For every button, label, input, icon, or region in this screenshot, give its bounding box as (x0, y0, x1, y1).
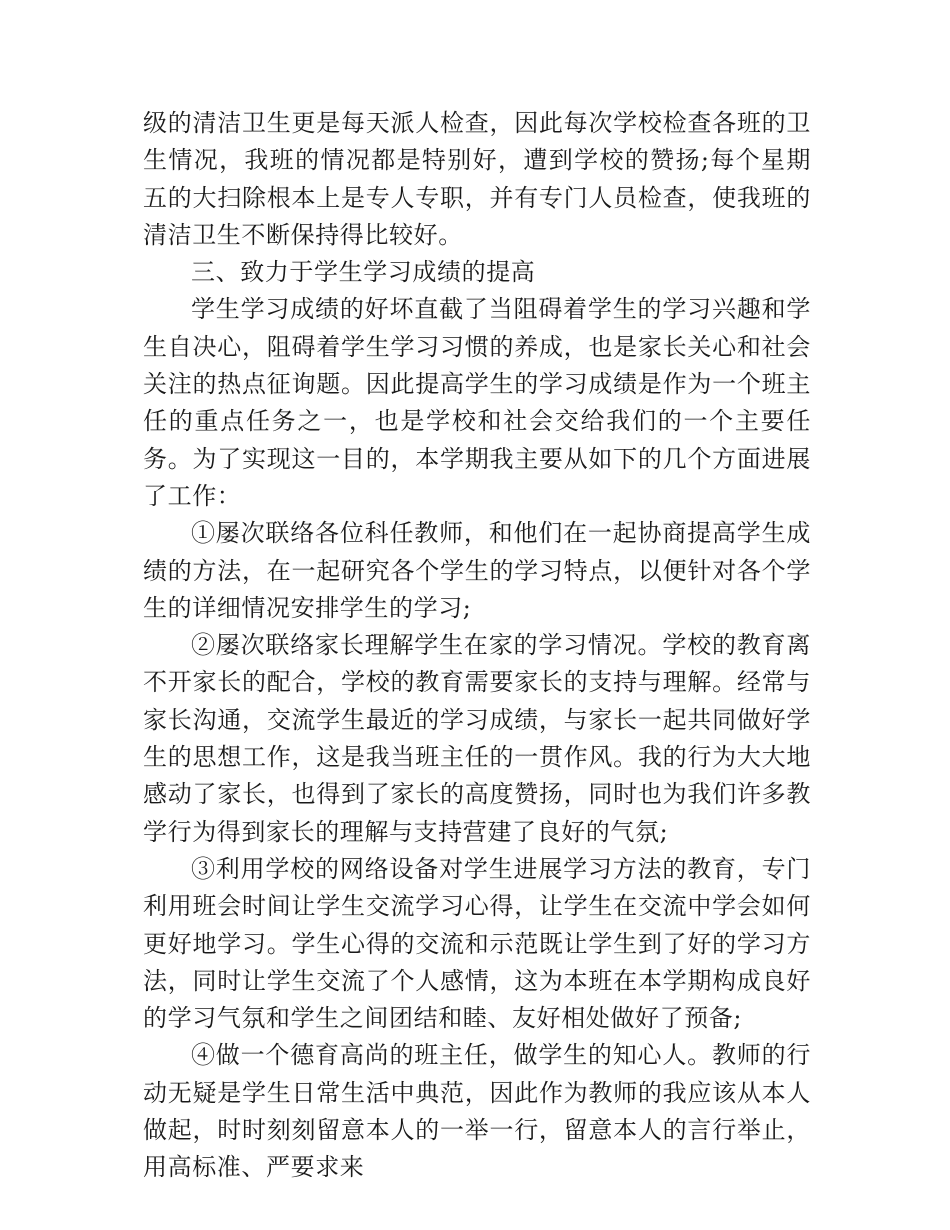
document-page (143, 105, 811, 1187)
paragraph-item-1-teachers: ①屡次联络各位科任教师，和他们在一起协商提高学生成绩的方法，在一起研究各个学生的学习特点，以便针对各个学生的详细情况安排学生的学习; (143, 519, 811, 622)
paragraph-study-intro: 学生学习成绩的好坏直截了当阻碍着学生的学习兴趣和学生自决心，阻碍着学生学习习惯的养成，也是家长关心和社会关注的热点征询题。因此提高学生的学习成绩是作为一个班主任的重点任务之一，也是学校和社会交给我们的一个主要任务。为了实现这一目的，本学期我主要从如下的几个方面进展了工作： (143, 295, 811, 510)
paragraph-item-4-moral: ④做一个德育高尚的班主任，做学生的知心人。教师的行动无疑是学生日常生活中典范，因此作为教师的我应该从本人做起，时时刻刻留意本人的一举一行，留意本人的言行举止，用高标准、严要求来 (143, 1041, 811, 1182)
paragraph-item-2-parents: ②屡次联络家长理解学生在家的学习情况。学校的教育离不开家长的配合，学校的教育需要家长的支持与理解。经常与家长沟通，交流学生最近的学习成绩，与家长一起共同做好学生的思想工作，这是我当班主任的一贯作风。我的行为大大地感动了家长，也得到了家长的高度赞扬，同时也为我们许多教学行为得到家长的理解与支持营建了良好的气氛; (143, 631, 811, 846)
section-heading-study-results: 三、致力于学生学习成绩的提高 (191, 258, 536, 287)
paragraph-item-3-network: ③利用学校的网络设备对学生进展学习方法的教育，专门利用班会时间让学生交流学习心得，让学生在交流中学会如何更好地学习。学生心得的交流和示范既让学生到了好的学习方法，同时让学生交流了个人感情，这为本班在本学期构成良好的学习气氛和学生之间团结和睦、友好相处做好了预备; (143, 854, 811, 1033)
paragraph-cleaning-continued: 级的清洁卫生更是每天派人检查，因此每次学校检查各班的卫生情况，我班的情况都是特别好，遭到学校的赞扬;每个星期五的大扫除根本上是专人专职，并有专门人员检查，使我班的清洁卫生不断保持得比较好。 (143, 109, 811, 249)
